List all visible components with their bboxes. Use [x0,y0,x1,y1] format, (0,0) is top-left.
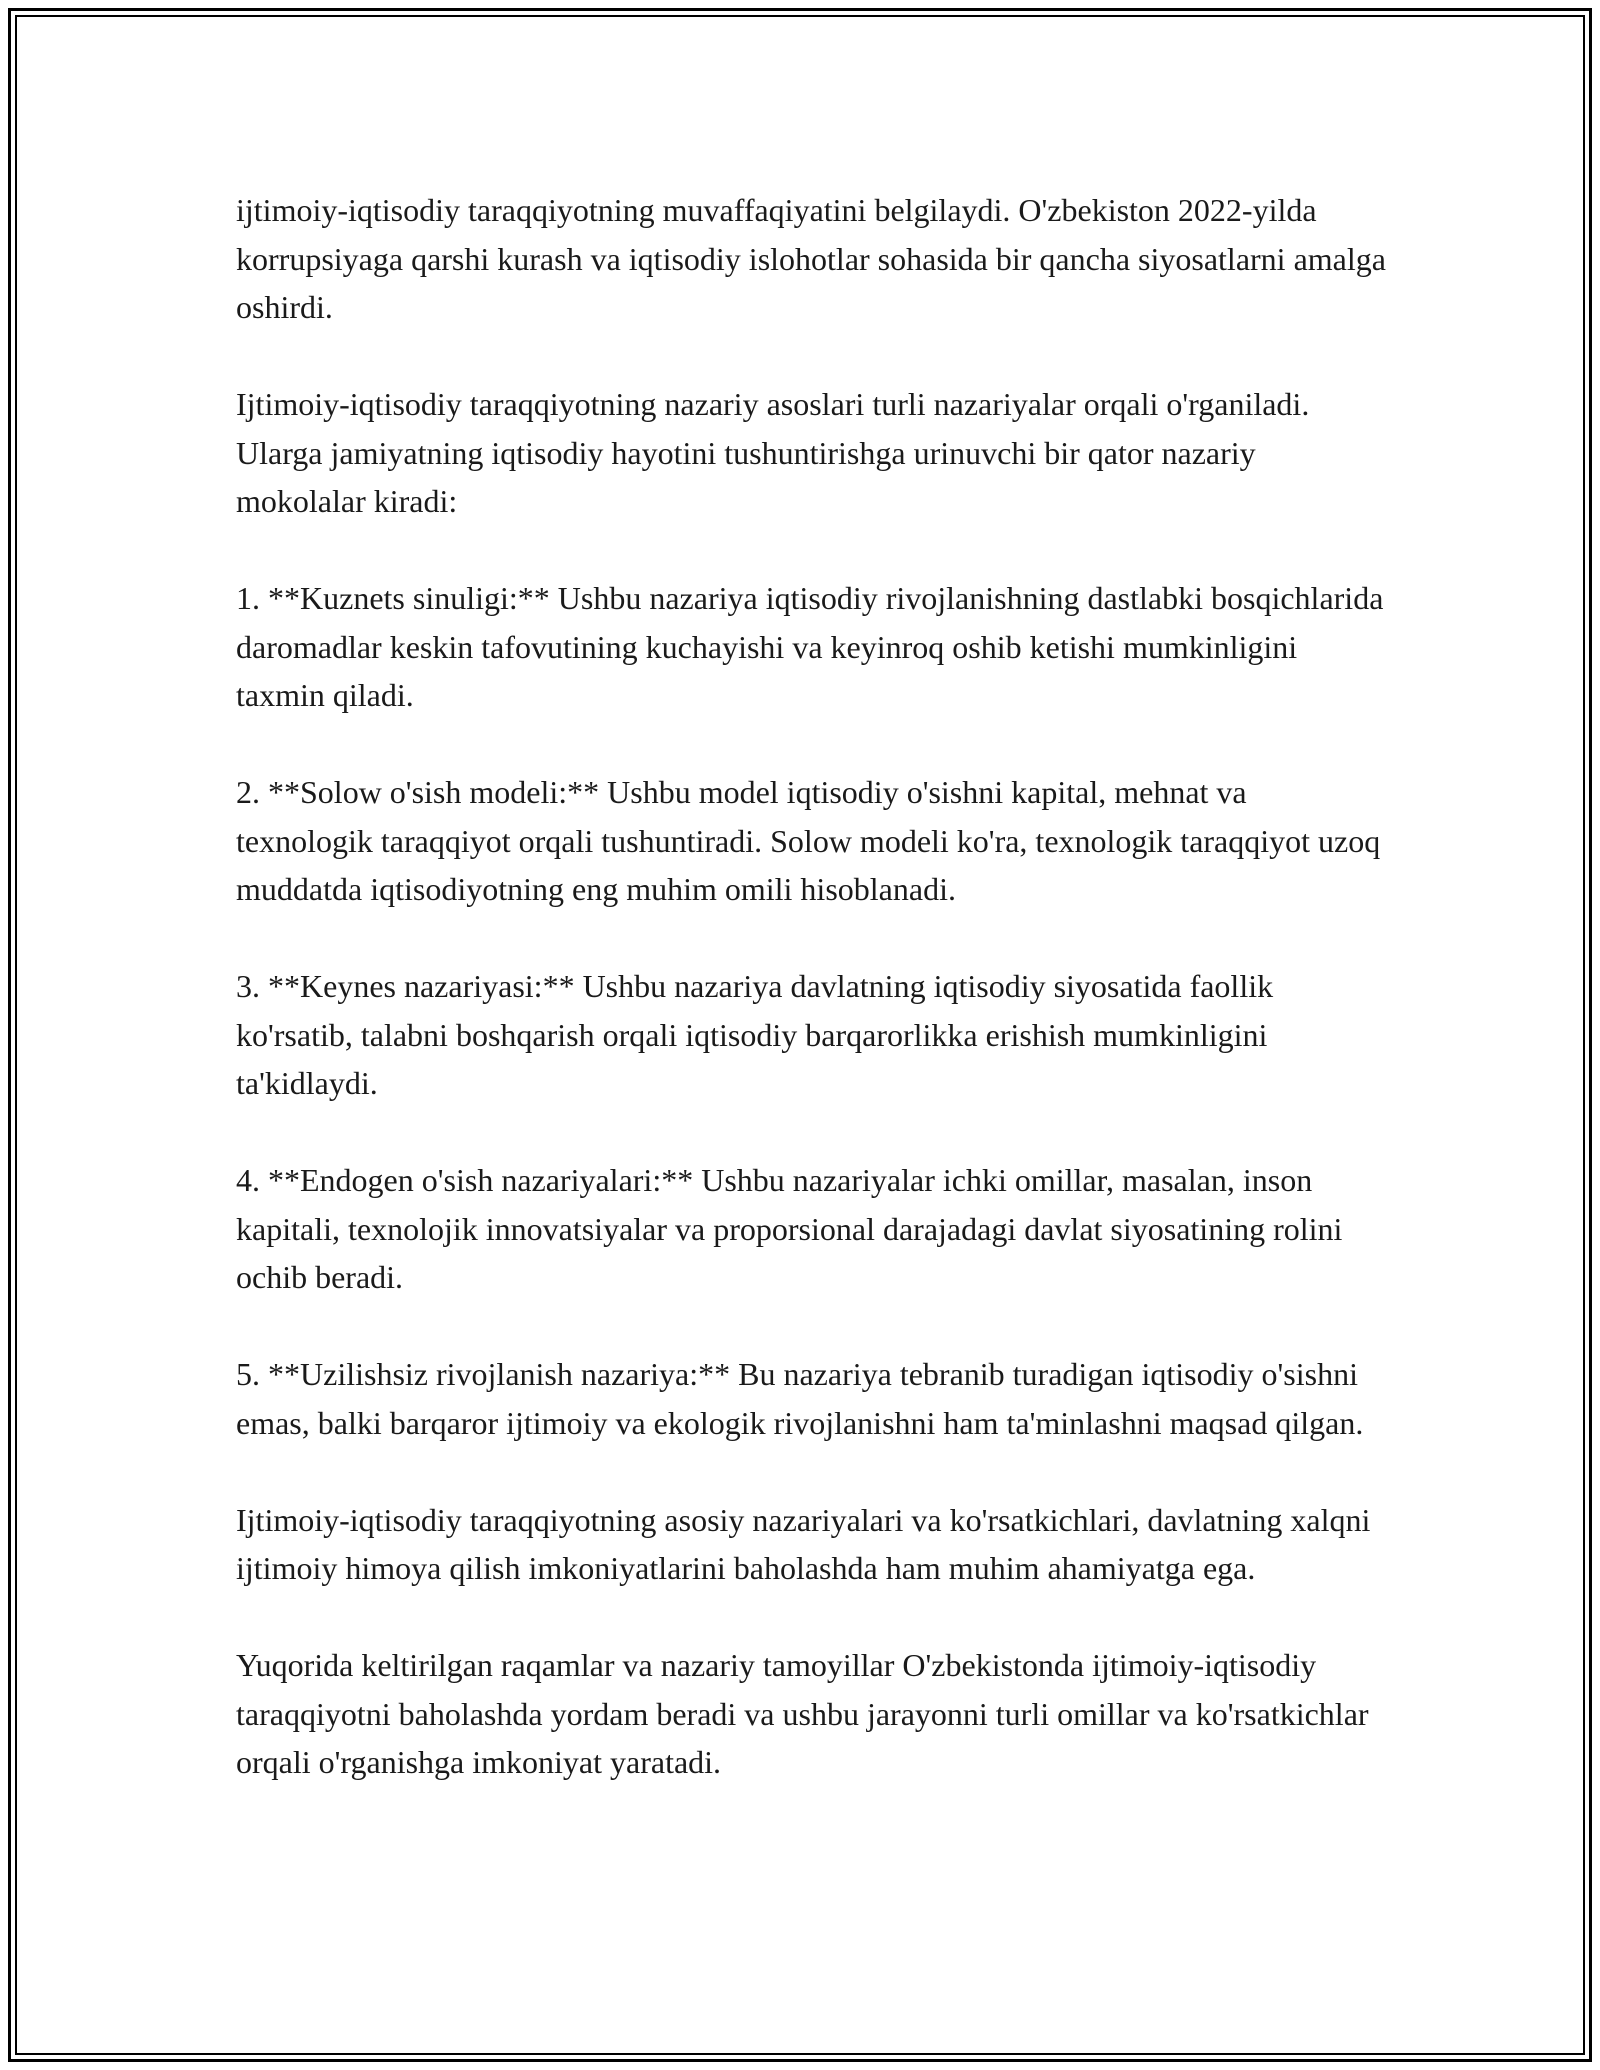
paragraph-indicators: Ijtimoiy-iqtisodiy taraqqiyotning asosiy nazariyalari va ko'rsatkichlari, davlatning xalqni ijtimoiy himoya qilish imkoniyatlarini baholashda ham muhim ahamiyatga ega. [236,1501,1371,1586]
list-item-keynes: 3. **Keynes nazariyasi:** Ushbu nazariya davlatning iqtisodiy siyosatida faollik ko'rsatib, talabni boshqarish orqali iqtisodiy barqarorlikka erishish mumkinligini ta'kidlaydi. [236,968,1274,1101]
paragraph-intro: ijtimoiy-iqtisodiy taraqqiyotning muvaffaqiyatini belgilaydi. O'zbekiston 2022-yilda korrupsiyaga qarshi kurash va iqtisodiy islohotlar sohasida bir qancha siyosatlarni amalga oshirdi. [236,192,1386,325]
paragraph-theory-overview: Ijtimoiy-iqtisodiy taraqqiyotning nazariy asoslari turli nazariyalar orqali o'rganiladi. Ularga jamiyatning iqtisodiy hayotini tushuntirishga urinuvchi bir qator nazariy mokolalar kiradi: [236,386,1310,519]
paragraph-conclusion: Yuqorida keltirilgan raqamlar va nazariy tamoyillar O'zbekistonda ijtimoiy-iqtisodiy taraqqiyotni baholashda yordam beradi va ushbu jarayonni turli omillar va ko'rsatkichlar orqali o'rganishga imkoniyat yaratadi. [236,1647,1369,1780]
list-item-solow: 2. **Solow o'sish modeli:** Ushbu model iqtisodiy o'sishni kapital, mehnat va texnologik taraqqiyot orqali tushuntiradi. Solow modeli ko'ra, texnologik taraqqiyot uzoq muddatda iqtisodiyotning eng muhim omili hisoblanadi. [236,774,1381,907]
list-item-endogenous-growth: 4. **Endogen o'sish nazariyalari:** Ushbu nazariyalar ichki omillar, masalan, inson kapitali, texnolojik innovatsiyalar va proporsional darajadagi davlat siyosatining rolini ochib beradi. [236,1162,1343,1295]
list-item-kuznets: 1. **Kuznets sinuligi:** Ushbu nazariya iqtisodiy rivojlanishning dastlabki bosqichlarida daromadlar keskin tafovutining kuchayishi va keyinroq oshib ketishi mumkinligini taxmin qiladi. [236,580,1384,713]
list-item-sustainable-development: 5. **Uzilishsiz rivojlanish nazariya:** Bu nazariya tebranib turadigan iqtisodiy o'sishni emas, balki barqaror ijtimoiy va ekologik rivojlanishni ham ta'minlashni maqsad qilgan. [236,1356,1364,1441]
document-body [236,186,1386,1835]
